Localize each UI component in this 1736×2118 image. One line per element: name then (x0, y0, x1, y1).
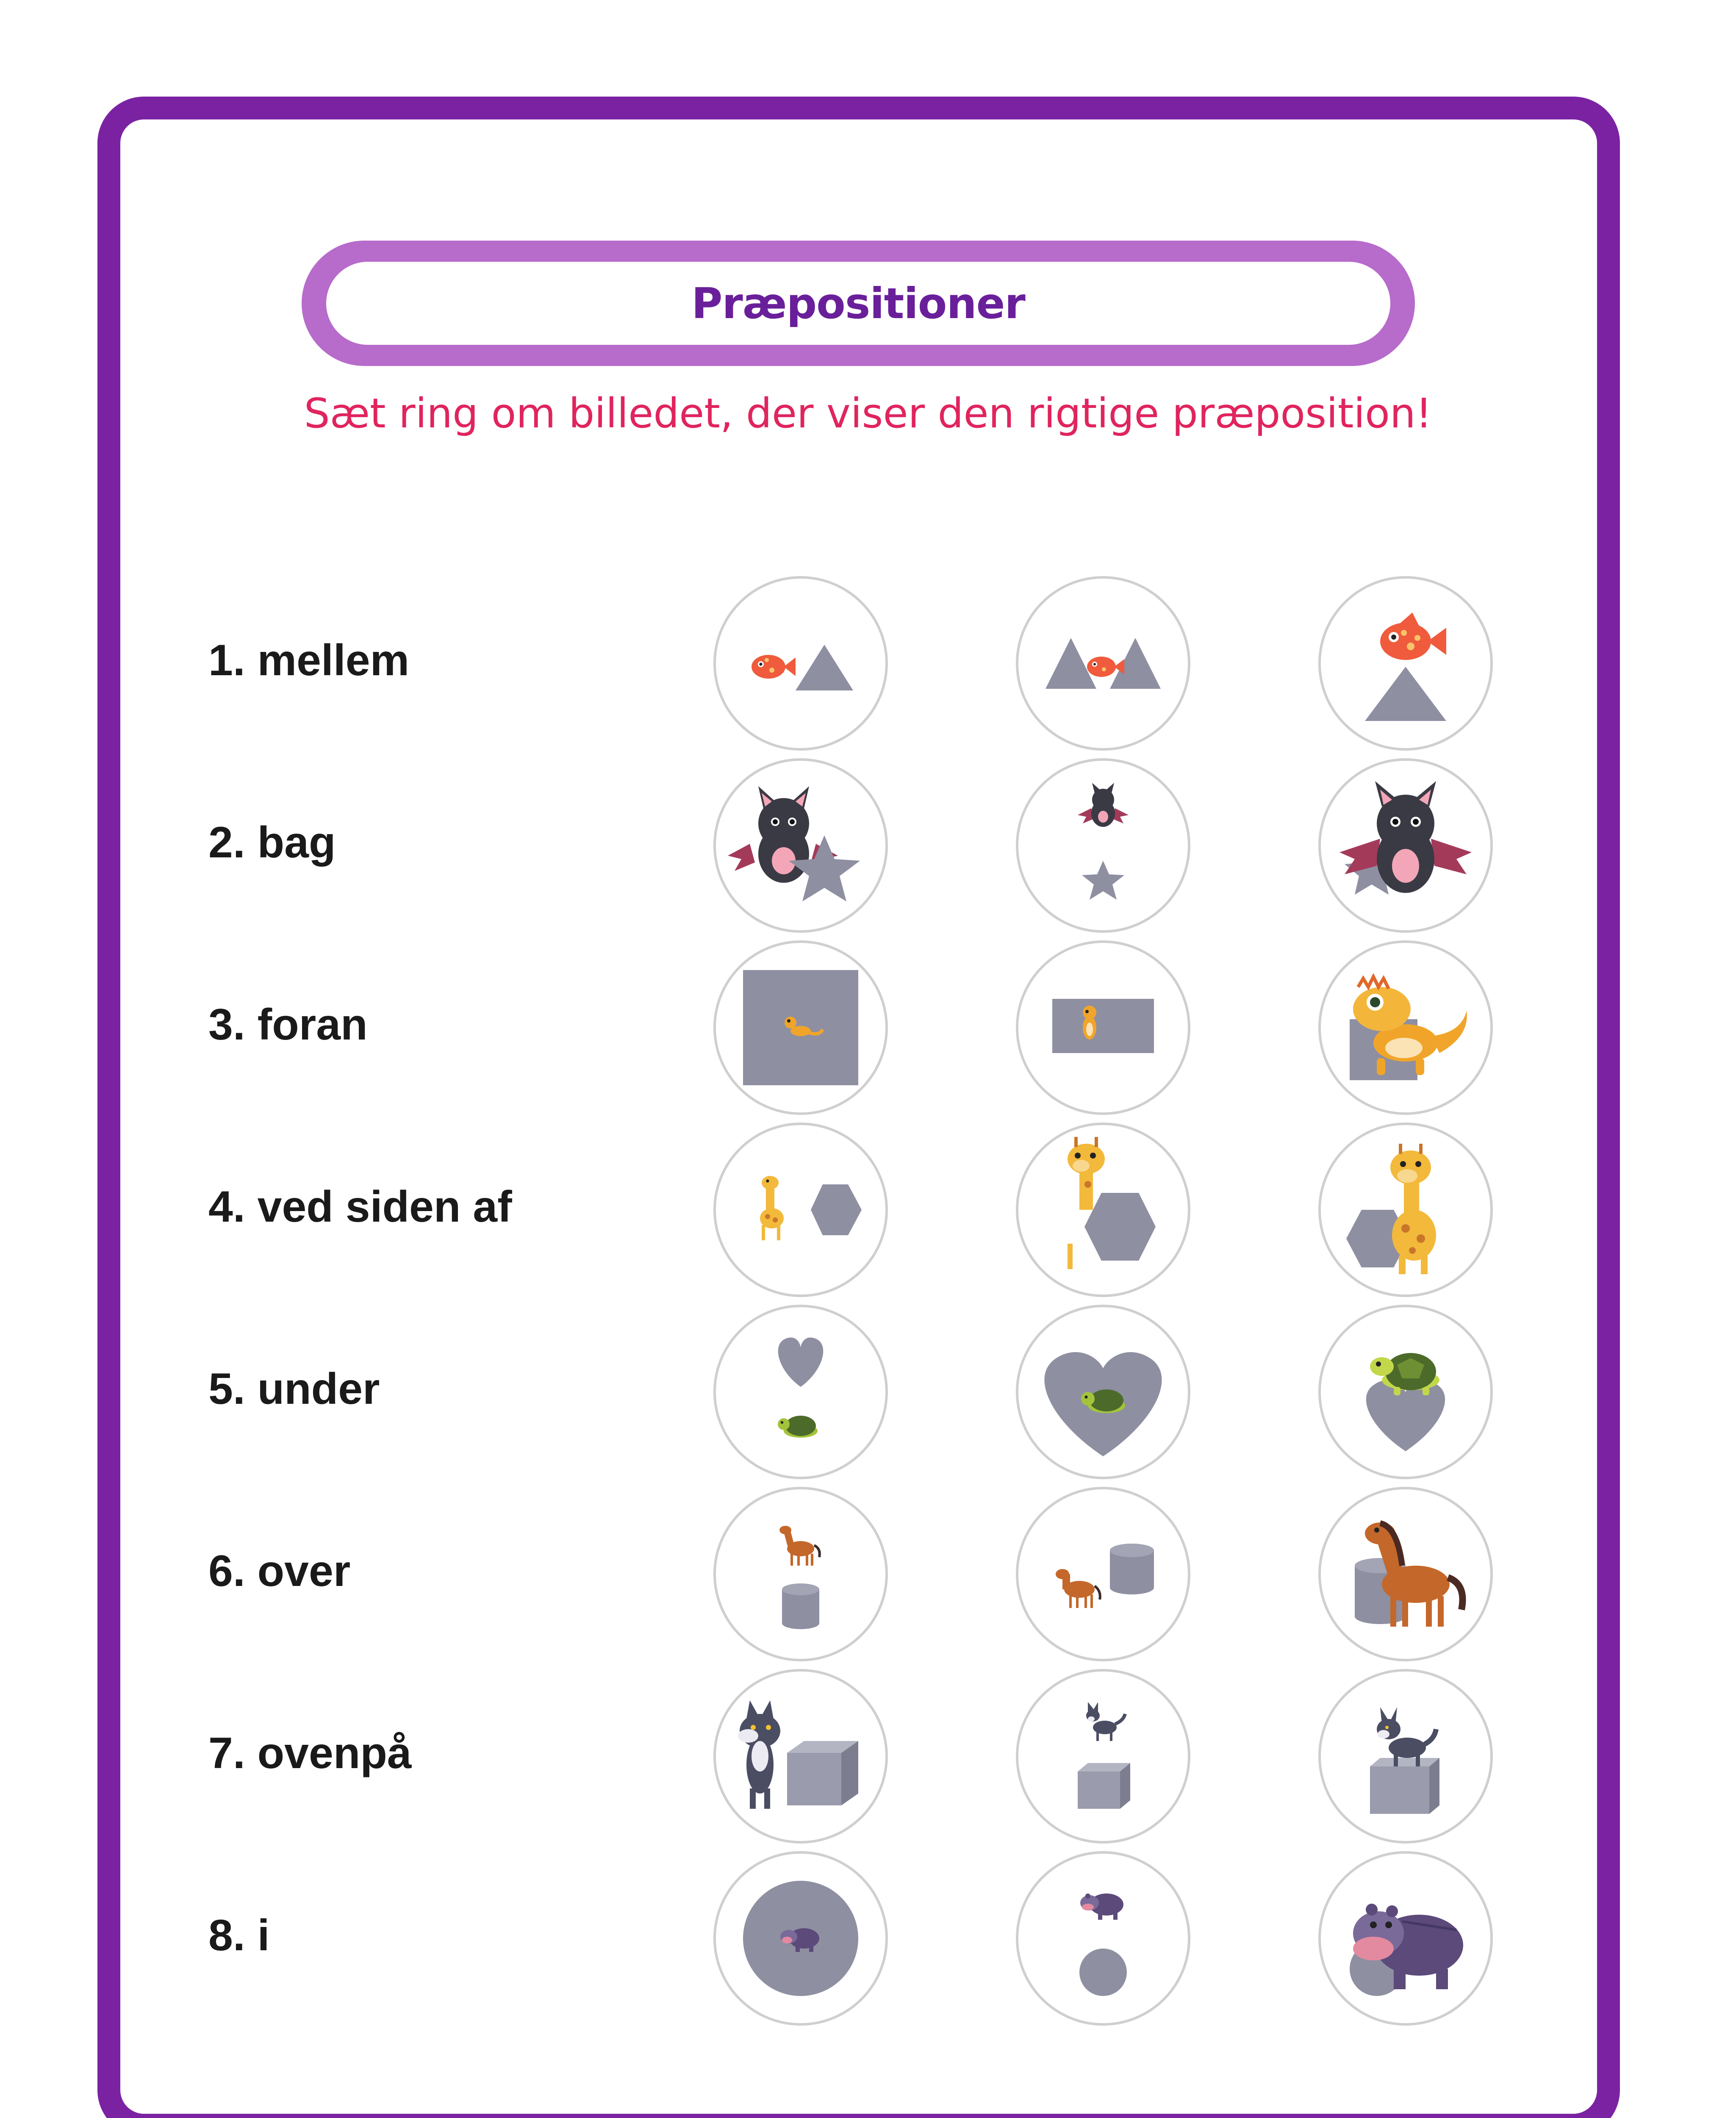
giraffe-in-front-of-hexagon-icon (1321, 1125, 1490, 1295)
question-label-7: 7. ovenpå (208, 1729, 412, 1778)
hippo-above-circle-icon (1018, 1854, 1188, 2023)
page-title: Præpositioner (691, 278, 1025, 328)
question-label-8: 8. i (208, 1911, 270, 1960)
option-7b[interactable] (1016, 1669, 1190, 1844)
horse-over-cylinder-icon (716, 1489, 885, 1659)
turtle-under-heart-icon (716, 1307, 885, 1477)
title-banner (302, 241, 1415, 366)
option-6b[interactable] (1016, 1487, 1190, 1661)
instruction-text: Sæt ring om billedet, der viser den rigtige præposition! (304, 390, 1432, 437)
option-2c[interactable] (1318, 758, 1493, 933)
option-2a[interactable] (713, 758, 888, 933)
fish-between-triangles-icon (1018, 579, 1188, 748)
option-8b[interactable] (1016, 1851, 1190, 2026)
hippo-in-circle-icon (716, 1854, 885, 2023)
option-5c[interactable] (1318, 1305, 1493, 1479)
lizard-on-rectangle-icon (1018, 943, 1188, 1112)
bat-in-front-of-star-icon (1321, 761, 1490, 930)
option-8a[interactable] (713, 1851, 888, 2026)
option-7c[interactable] (1318, 1669, 1493, 1844)
hippo-in-front-of-circle-icon (1321, 1854, 1490, 2023)
wolf-on-cube-icon (1321, 1672, 1490, 1841)
option-3b[interactable] (1016, 940, 1190, 1115)
question-label-6: 6. over (208, 1547, 351, 1596)
option-4a[interactable] (713, 1123, 888, 1297)
option-3a[interactable] (713, 940, 888, 1115)
option-6a[interactable] (713, 1487, 888, 1661)
option-5a[interactable] (713, 1305, 888, 1479)
question-label-4: 4. ved siden af (208, 1182, 512, 1231)
horse-beside-cylinder-icon (1018, 1489, 1188, 1659)
option-1b[interactable] (1016, 576, 1190, 751)
horse-in-front-of-cylinder-icon (1321, 1489, 1490, 1659)
lizard-on-square-icon (716, 943, 885, 1112)
option-7a[interactable] (713, 1669, 888, 1844)
question-label-5: 5. under (208, 1364, 380, 1414)
giraffe-behind-hexagon-icon (1018, 1125, 1188, 1295)
option-5b[interactable] (1016, 1305, 1190, 1479)
bat-beside-star-icon (716, 761, 885, 930)
option-1c[interactable] (1318, 576, 1493, 751)
option-6c[interactable] (1318, 1487, 1493, 1661)
option-8c[interactable] (1318, 1851, 1493, 2026)
turtle-on-heart-icon (1321, 1307, 1490, 1477)
option-2b[interactable] (1016, 758, 1190, 933)
title-banner-inner (326, 262, 1390, 345)
fish-above-triangle-icon (1321, 579, 1490, 748)
question-label-2: 2. bag (208, 818, 336, 867)
giraffe-beside-hexagon-icon (716, 1125, 885, 1295)
question-label-1: 1. mellem (208, 636, 410, 685)
option-3c[interactable] (1318, 940, 1493, 1115)
wolf-above-cube-icon (1018, 1672, 1188, 1841)
option-1a[interactable] (713, 576, 888, 751)
option-4b[interactable] (1016, 1123, 1190, 1297)
fish-beside-triangle-icon (716, 579, 885, 748)
option-4c[interactable] (1318, 1123, 1493, 1297)
turtle-in-heart-icon (1018, 1307, 1188, 1477)
wolf-beside-cube-icon (716, 1672, 885, 1841)
lizard-in-front-of-rectangle-icon (1321, 943, 1490, 1112)
question-label-3: 3. foran (208, 1000, 368, 1049)
bat-above-star-icon (1018, 761, 1188, 930)
